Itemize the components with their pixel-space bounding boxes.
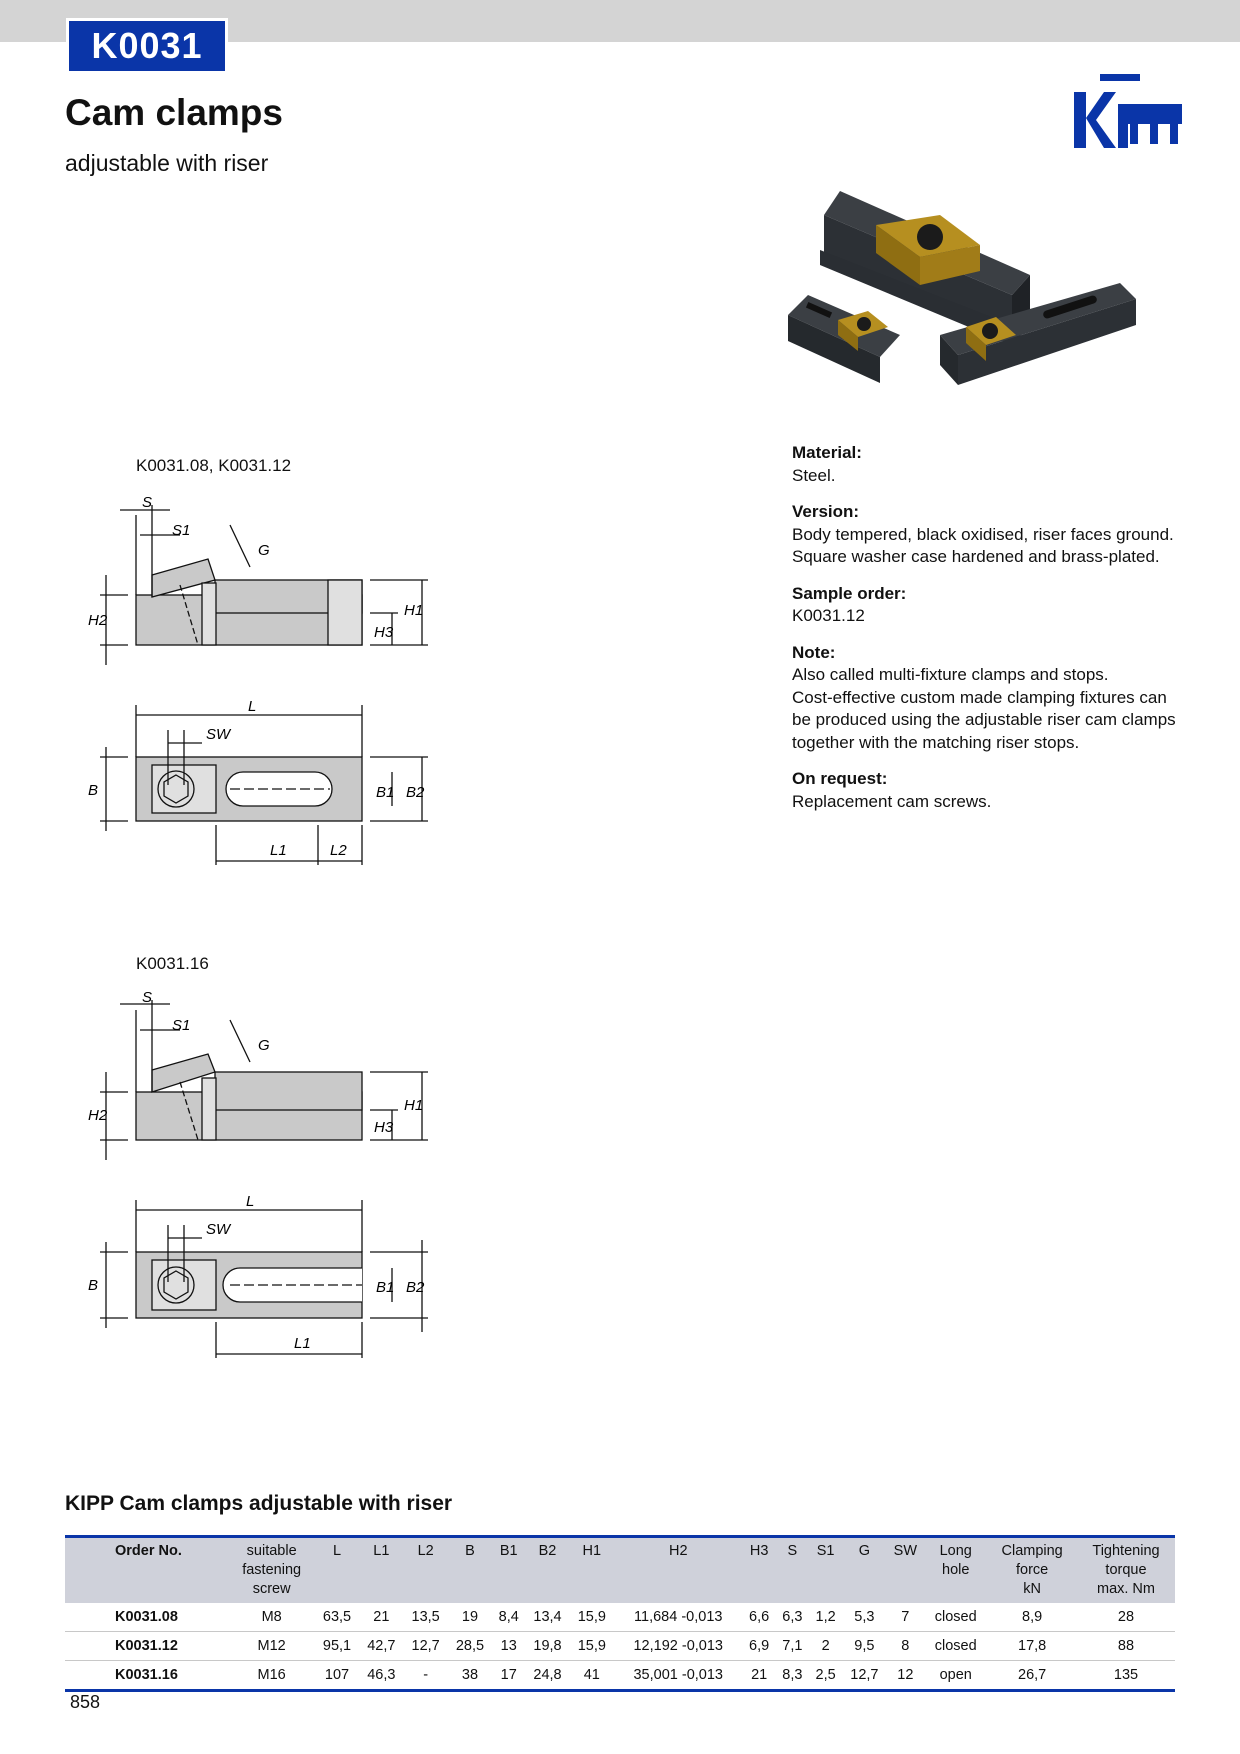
table-cell: 13,4 [525, 1603, 569, 1632]
table-cell: 46,3 [367, 1667, 396, 1683]
spec-table [65, 1535, 1175, 1692]
table-cell: 7,1 [776, 1632, 809, 1661]
col-s: S [787, 1543, 798, 1559]
info-version: Version: Body tempered, black oxidised, riser faces ground. Square washer case hardened and brass-plated. [792, 502, 1174, 566]
dim-h2-2: H2 [88, 1107, 108, 1124]
info-sample-order: Sample order: K0031.12 [792, 583, 907, 625]
dim-s: S [142, 494, 153, 511]
dim-h1: H1 [404, 602, 424, 619]
table-cell: K0031.08 [65, 1603, 228, 1632]
table-cell: 19 [448, 1603, 492, 1632]
table-cell: 17 [500, 1667, 517, 1683]
table-cell: 42,7 [359, 1632, 403, 1661]
clamp-small-left [788, 295, 900, 383]
table-cell: 38 [461, 1667, 479, 1683]
table-cell: 41 [583, 1667, 600, 1683]
dim-b-2: B [88, 1277, 99, 1294]
table-cell: closed [924, 1632, 987, 1661]
dim-l2: L2 [330, 842, 347, 859]
table-row [65, 1661, 1175, 1691]
dim-b1-2: B1 [376, 1279, 395, 1296]
col-h1: H1 [582, 1543, 602, 1559]
col-h2: H2 [668, 1543, 688, 1559]
table-cell: 8,9 [987, 1603, 1077, 1632]
table-cell: 1,2 [809, 1603, 842, 1632]
drawing-label-1: K0031.08, K0031.12 [136, 456, 292, 475]
table-cell: 7 [887, 1603, 925, 1632]
table-cell: 26,7 [1018, 1667, 1047, 1683]
table-cell: 2 [809, 1632, 842, 1661]
table-cell: 28,5 [448, 1632, 492, 1661]
table-cell: M12 [228, 1632, 314, 1661]
table-cell: 12,192 -0,013 [614, 1632, 743, 1661]
col-torque: Tightening torque max. Nm [1092, 1543, 1160, 1597]
product-photo [780, 185, 1150, 420]
table-cell: 24,8 [533, 1667, 562, 1683]
col-h3: H3 [749, 1543, 769, 1559]
table-cell: closed [924, 1603, 987, 1632]
table-cell: K0031.12 [65, 1632, 228, 1661]
page-title: Cam clamps [65, 92, 283, 133]
dim-l1-2: L1 [294, 1335, 311, 1352]
table-cell: - [423, 1667, 429, 1683]
technical-drawing-1 [80, 485, 450, 870]
dim-h3-2: H3 [374, 1119, 394, 1136]
dim-s1-2: S1 [172, 1017, 191, 1034]
dim-h3: H3 [374, 624, 394, 641]
col-b: B [465, 1543, 475, 1559]
page-subtitle: adjustable with riser [65, 150, 269, 176]
technical-drawing-2 [80, 982, 450, 1362]
dim-h2: H2 [88, 612, 108, 629]
table-title: KIPP Cam clamps adjustable with riser [65, 1492, 453, 1515]
dim-sw: SW [206, 726, 231, 743]
table-cell: 107 [324, 1667, 350, 1683]
table-cell: 9,5 [842, 1632, 886, 1661]
dim-l-2: L [246, 1193, 255, 1210]
col-l2: L2 [417, 1543, 434, 1559]
info-material: Material: Steel. [792, 443, 862, 485]
table-cell: 6,6 [743, 1603, 776, 1632]
dim-l1: L1 [270, 842, 287, 859]
table-cell: K0031.16 [115, 1667, 178, 1683]
col-l: L [332, 1543, 342, 1559]
info-note: Note: Also called multi-fixture clamps and stops. Cost-effective custom made clamping fixtures can be produced using the adjustable riser cam clamps together with the matching riser stops. [792, 642, 1176, 752]
dim-b2-2: B2 [406, 1279, 425, 1296]
page-number: 858 [70, 1692, 101, 1712]
table-cell: 95,1 [315, 1632, 359, 1661]
table-cell: 11,684 -0,013 [614, 1603, 743, 1632]
col-s1: S1 [816, 1543, 835, 1559]
table-cell: 13,5 [403, 1603, 447, 1632]
col-order-no: Order No. [115, 1543, 182, 1559]
col-b2: B2 [538, 1543, 557, 1559]
table-cell: 12,7 [403, 1632, 447, 1661]
col-sw: SW [893, 1543, 918, 1559]
table-row [65, 1632, 1175, 1661]
table-cell: 19,8 [525, 1632, 569, 1661]
table-cell: 8 [887, 1632, 925, 1661]
table-cell: M8 [228, 1603, 314, 1632]
dim-b1: B1 [376, 784, 395, 801]
col-b1: B1 [499, 1543, 518, 1559]
table-cell: 12 [897, 1667, 914, 1683]
table-header-row [65, 1537, 1175, 1604]
table-cell: 8,3 [782, 1667, 803, 1683]
table-cell: 28 [1077, 1603, 1175, 1632]
table-cell: 8,4 [492, 1603, 525, 1632]
dim-g: G [258, 542, 270, 559]
table-cell: 21 [751, 1667, 768, 1683]
table-row [65, 1603, 1175, 1632]
table-cell: 17,8 [987, 1632, 1077, 1661]
product-info [792, 442, 1192, 827]
dim-h1-2: H1 [404, 1097, 424, 1114]
table-cell: 6,3 [776, 1603, 809, 1632]
table-cell: 35,001 -0,013 [633, 1667, 723, 1683]
table-cell: 5,3 [842, 1603, 886, 1632]
col-screw: suitable fastening screw [242, 1543, 302, 1597]
table-cell: 21 [359, 1603, 403, 1632]
dim-b2: B2 [406, 784, 425, 801]
kipp-logo [1070, 70, 1190, 160]
table-cell: 88 [1077, 1632, 1175, 1661]
dim-l: L [248, 698, 257, 715]
table-cell: 135 [1113, 1667, 1139, 1683]
info-on-request: On request: Replacement cam screws. [792, 769, 992, 811]
dim-b: B [88, 782, 99, 799]
table-cell: 6,9 [743, 1632, 776, 1661]
dim-s-2: S [142, 989, 153, 1006]
table-cell: 15,9 [570, 1603, 614, 1632]
drawing-label-2: K0031.16 [136, 954, 209, 973]
product-code-tab: K0031 [66, 18, 228, 74]
col-long-hole: Long hole [939, 1543, 972, 1578]
col-l1: L1 [373, 1543, 390, 1559]
dim-sw-2: SW [206, 1221, 231, 1238]
col-g: G [858, 1543, 871, 1559]
table-cell: 13 [492, 1632, 525, 1661]
table-cell: 15,9 [570, 1632, 614, 1661]
dim-s1: S1 [172, 522, 191, 539]
table-cell: 12,7 [850, 1667, 879, 1683]
table-cell: open [939, 1667, 972, 1683]
col-clamping-force: Clamping force kN [1001, 1543, 1063, 1597]
table-cell: M16 [257, 1667, 286, 1683]
dim-g-2: G [258, 1037, 270, 1054]
table-cell: 2,5 [815, 1667, 836, 1683]
table-cell: 63,5 [315, 1603, 359, 1632]
